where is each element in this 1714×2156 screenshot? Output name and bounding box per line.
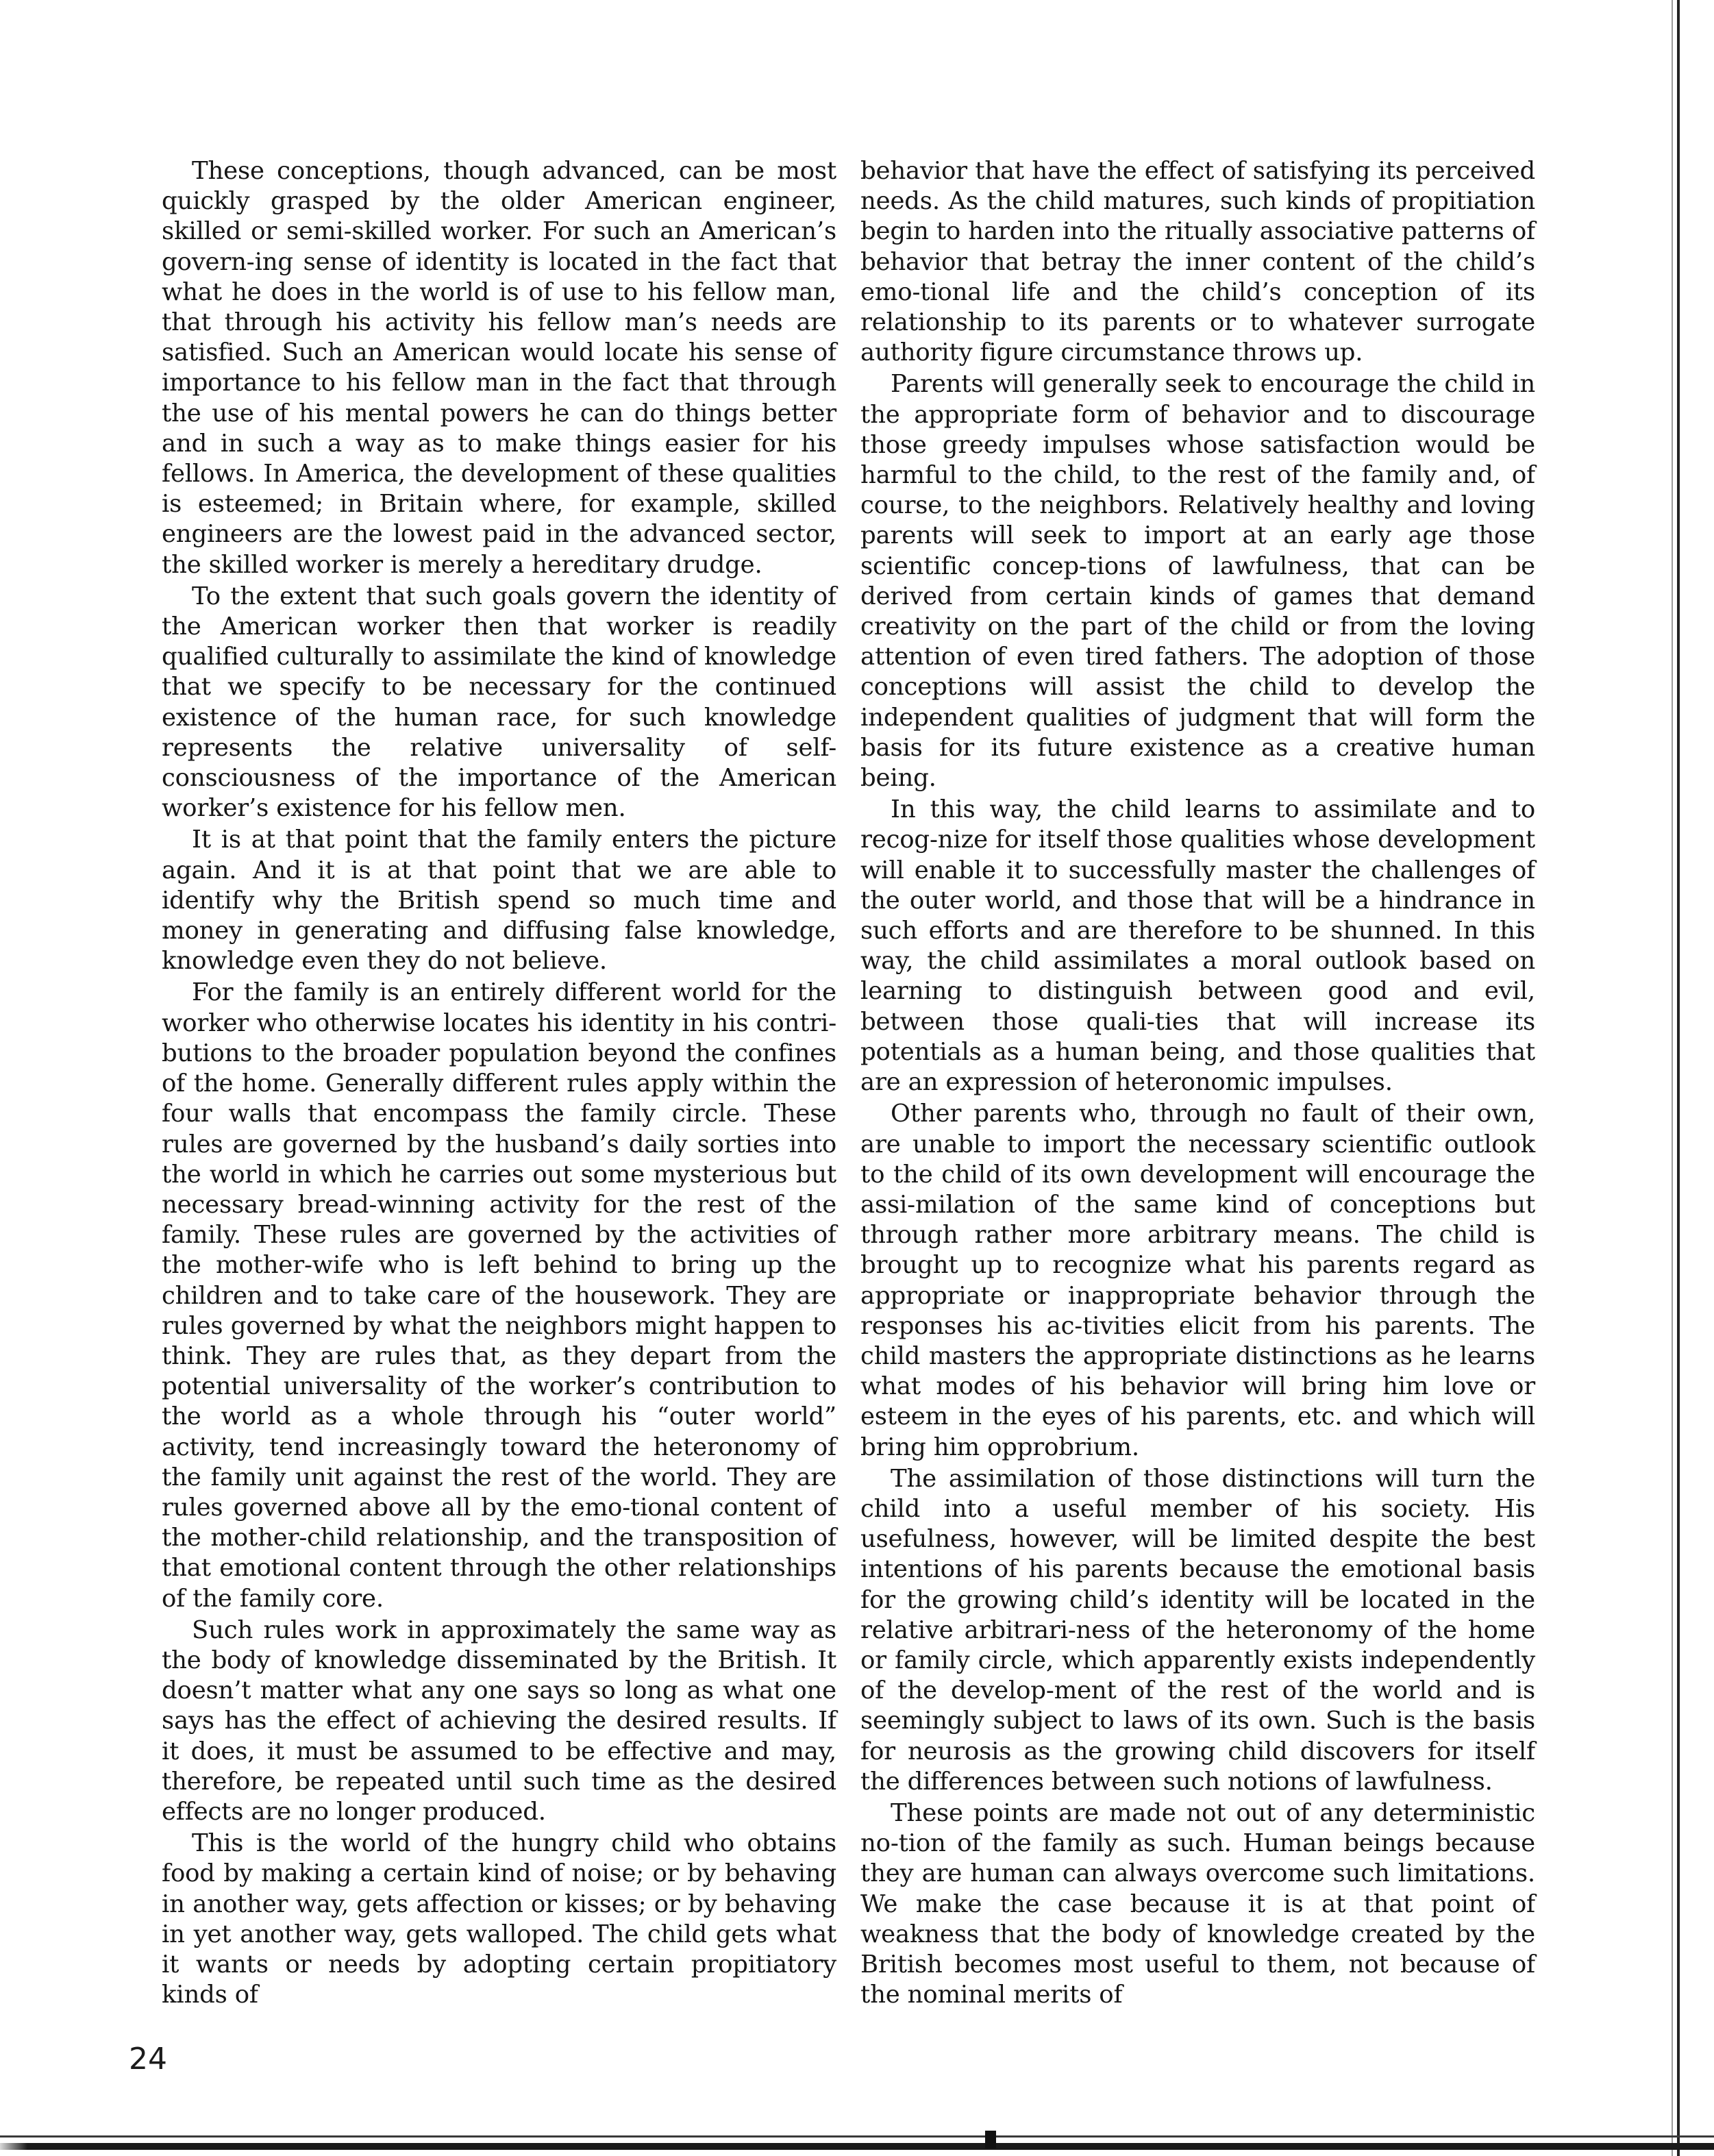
page-number: 24 [129, 2042, 167, 2077]
paragraph: These conceptions, though advanced, can be most quickly grasped by the older American engineer, skilled or semi-skilled worker. For such an American’s govern-ing sense of identity is located in the fact that what he does in the world is of use to his fellow man, that through his activity his fellow man’s needs are satisfied. Such an American would locate his sense of importance to his fellow man in the fact that through the use of his mental powers he can do things better and in such a way as to make things easier for his fellows. In America, the development of these qualities is esteemed; in Britain where, for example, skilled engineers are the lowest paid in the advanced sector, the skilled worker is merely a hereditary drudge. [162, 157, 836, 579]
paragraph: These points are made not out of any deterministic no-tion of the family as such. Human beings because they are human can always overcome such limitations. We make the case because it is at that point of weakness that the body of knowledge created by the British becomes most useful to them, not because of the nominal merits of [860, 1798, 1535, 2009]
paragraph-continuation: behavior that have the effect of satisfying its perceived needs. As the child matures, such kinds of propitiation begin to harden into the ritually associative patterns of behavior that betray the inner content of the child’s emo-tional life and the child’s conception of its relationship to its parents or to whatever surrogate authority figure circumstance throws up. [860, 157, 1535, 367]
right-column [860, 156, 1535, 2011]
paragraph: The assimilation of those distinctions will turn the child into a useful member of his society. His usefulness, however, will be limited despite the best intentions of his parents because the emotional basis for the growing child’s identity will be located in the relative arbitrari-ness of the heteronomy of the home or family circle, which apparently exists independently of the develop-ment of the rest of the world and is seemingly subject to laws of its own. Such is the basis for neurosis as the growing child discovers for itself the differences between such notions of lawfulness. [860, 1464, 1535, 1796]
scan-edge-shadow [1672, 0, 1673, 2156]
scan-bottom-line [0, 2135, 1714, 2138]
scan-bottom-border [0, 2143, 1714, 2150]
paragraph: Such rules work in approximately the same way as the body of knowledge disseminated by the British. It doesn’t matter what any one says so long as what one says has the effect of achieving the desired results. If it does, it must be assumed to be effective and may, therefore, be repeated until such time as the desired effects are no longer produced. [162, 1615, 836, 1826]
paragraph: To the extent that such goals govern the identity of the American worker then that worker is readily qualified culturally to assimilate the kind of knowledge that we specify to be necessary for the continued existence of the human race, for such knowledge represents the relative universality of self-consciousness of the importance of the American worker’s existence for his fellow men. [162, 582, 836, 823]
paragraph: Parents will generally seek to encourage the child in the appropriate form of behavior and to discourage those greedy impulses whose satisfaction would be harmful to the child, to the rest of the family and, of course, to the neighbors. Relatively healthy and loving parents will seek to import at an early age those scientific concep-tions of lawfulness, that can be derived from certain kinds of games that demand creativity on the part of the child or from the loving attention of even tired fathers. The adoption of those conceptions will assist the child to develop the independent qualities of judgment that will form the basis for its future existence as a creative human being. [860, 370, 1535, 793]
paragraph: Other parents who, through no fault of their own, are unable to import the necessary scientific outlook to the child of its own development will encourage the assi-milation of the same kind of conceptions but through rather more arbitrary means. The child is brought up to recognize what his parents regard as appropriate or inappropriate behavior through the responses his ac-tivities elicit from his parents. The child masters the appropriate distinctions as he learns what modes of his behavior will bring him love or esteem in the eyes of his parents, etc. and which will bring him opprobrium. [860, 1100, 1535, 1461]
paragraph: In this way, the child learns to assimilate and to recog-nize for itself those qualities whose development will enable it to successfully master the challenges of the outer world, and those that will be a hindrance in such efforts and are therefore to be shunned. In this way, the child assimilates a moral outlook based on learning to distinguish between good and evil, between those quali-ties that will increase its potentials as a human being, and those qualities that are an expression of heteronomic impulses. [860, 795, 1535, 1097]
scan-edge-line [1677, 0, 1680, 2156]
paragraph: For the family is an entirely different world for the worker who otherwise locates his identity in his contri-butions to the broader population beyond the confines of the home. Generally different rules apply within the four walls that encompass the family circle. These rules are governed by the husband’s daily sorties into the world in which he carries out some mysterious but necessary bread-winning activity for the rest of the family. These rules are governed by the activities of the mother-wife who is left behind to bring up the children and to take care of the housework. They are rules governed by what the neighbors might happen to think. They are rules that, as they depart from the potential universality of the worker’s contribution to the world as a whole through his “outer world” activity, tend increasingly toward the heteronomy of the family unit against the rest of the world. They are rules governed above all by the emo-tional content of the mother-child relationship, and the transposition of that emotional content through the other relationships of the family core. [162, 978, 836, 1613]
left-column [162, 156, 836, 2011]
paragraph: This is the world of the hungry child who obtains food by making a certain kind of noise; or by behaving in another way, gets affection or kisses; or by behaving in yet another way, gets walloped. The child gets what it wants or needs by adopting certain propitiatory kinds of [162, 1829, 836, 2009]
paragraph: It is at that point that the family enters the picture again. And it is at that point that we are able to identify why the British spend so much time and money in generating and diffusing false knowledge, knowledge even they do not believe. [162, 826, 836, 976]
scan-notch-mark [985, 2131, 996, 2148]
